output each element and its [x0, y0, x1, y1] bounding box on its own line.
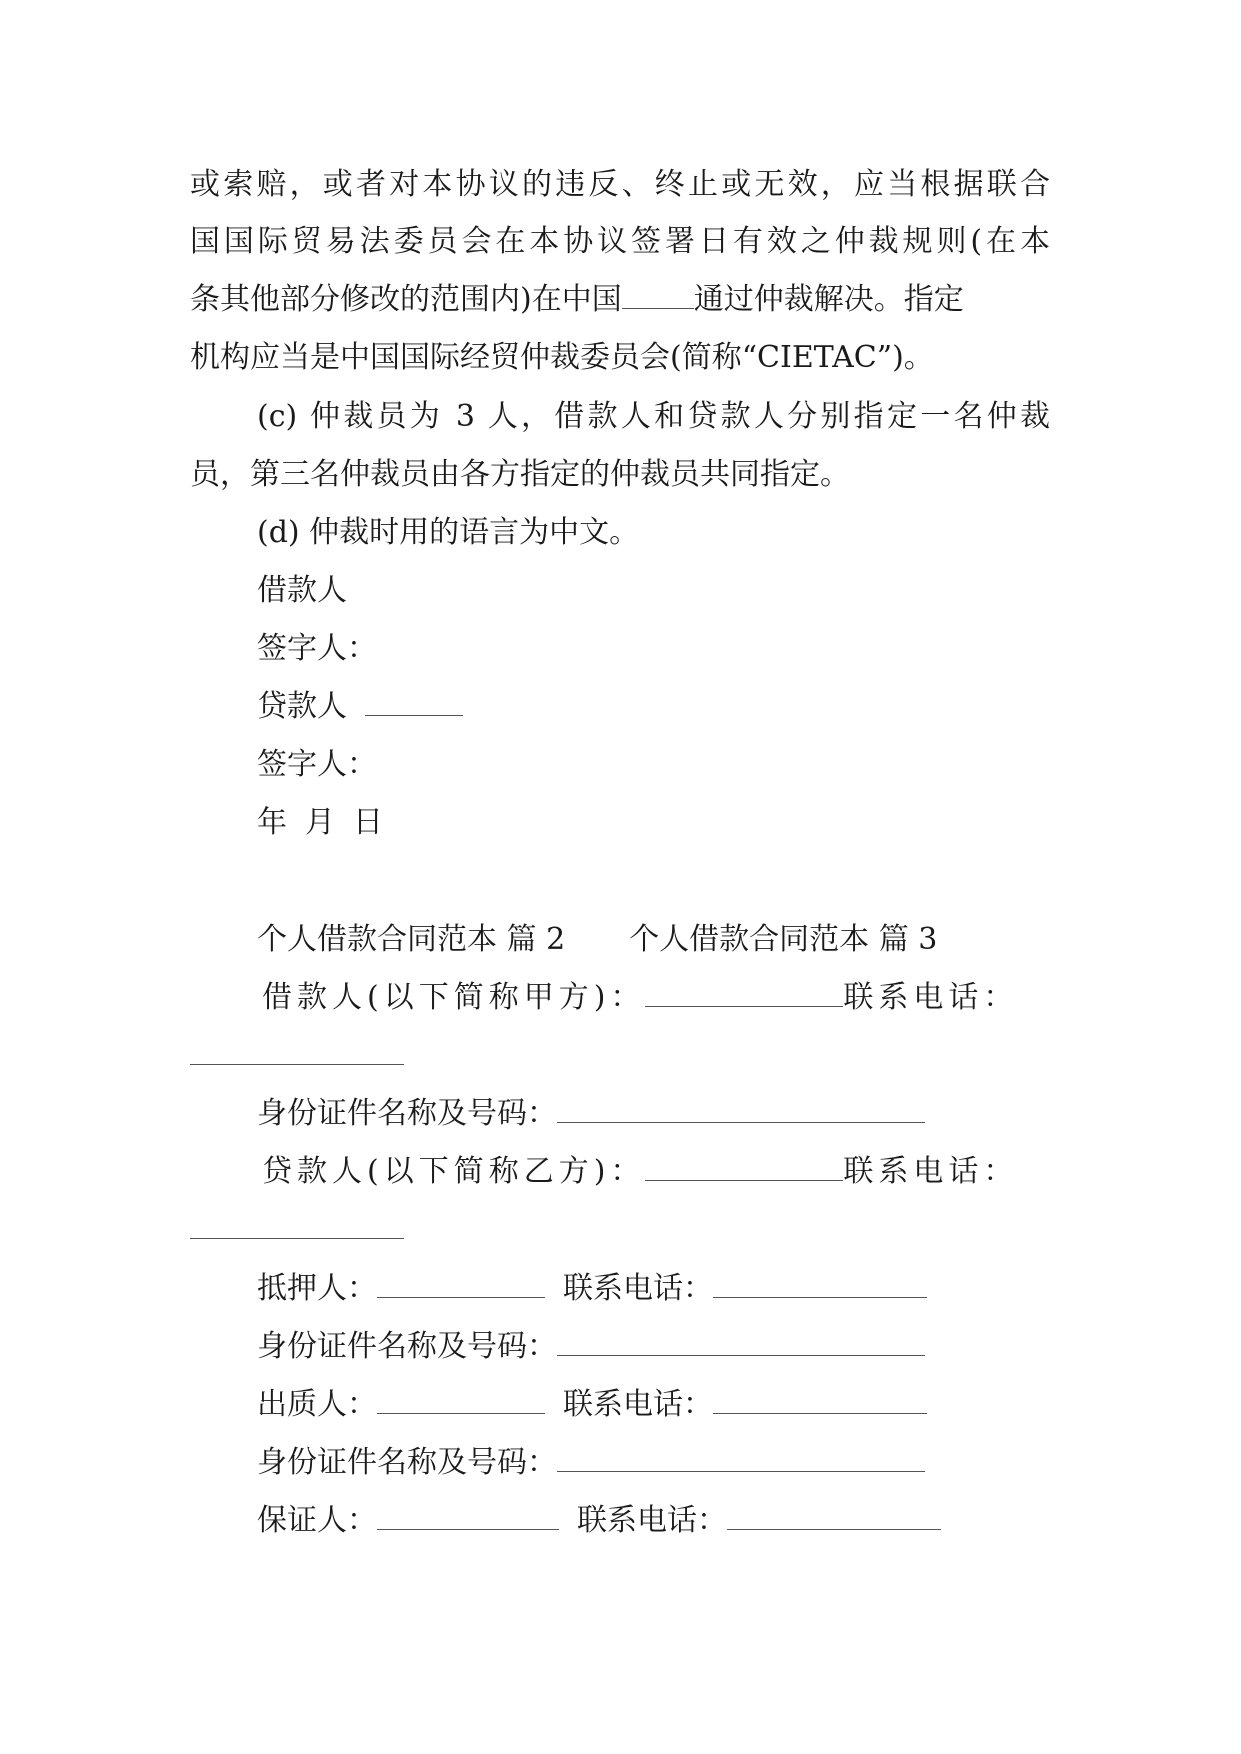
lender-field-line: [262, 1152, 1050, 1192]
clause-d-line: (d) 仲裁时用的语言为中文。: [257, 515, 640, 550]
lender-signer-label: 签字人：: [257, 747, 377, 782]
pledgor-phone-blank: [713, 1387, 927, 1414]
clause-c-line-1: (c) 仲裁员为 3 人，借款人和贷款人分别指定一名仲裁: [257, 399, 1050, 434]
guarantor-name-blank: [377, 1503, 559, 1530]
arbitration-line-3: [190, 280, 1050, 320]
borrower-id-label: 身份证件名称及号码：: [257, 1096, 557, 1131]
pledgor-id-line: [257, 1443, 925, 1483]
lender-phone-label: 联系电话：: [843, 1154, 1019, 1189]
borrower-phone-label: 联系电话：: [843, 980, 1019, 1015]
mortgagor-label: 抵押人：: [257, 1271, 377, 1306]
pledgor-id-blank: [557, 1445, 925, 1472]
guarantor-line: [257, 1501, 941, 1541]
borrower-label: 借款人: [257, 573, 347, 608]
guarantor-label: 保证人：: [257, 1503, 377, 1538]
date-day: 日: [353, 805, 383, 840]
borrower-name-blank: [645, 980, 843, 1007]
mortgagor-name-blank: [377, 1271, 545, 1298]
borrower-field-line: [262, 978, 1050, 1018]
borrower-field-label: 借款人(以下简称甲方)：: [262, 980, 646, 1015]
borrower-id-line: [257, 1094, 925, 1134]
pledgor-name-blank: [377, 1387, 545, 1414]
lender-label: 贷款人: [257, 689, 347, 724]
lender-name-blank: [645, 1154, 843, 1181]
borrower-id-blank: [557, 1096, 925, 1123]
date-year: 年: [257, 805, 287, 840]
lender-blank: [365, 689, 463, 716]
mortgagor-line: [257, 1269, 927, 1309]
clause-c-line-2: 员，第三名仲裁员由各方指定的仲裁员共同指定。: [190, 457, 850, 492]
borrower-signer-label: 签字人：: [257, 631, 377, 666]
section-title-part-2: 个人借款合同范本 篇 2: [257, 922, 566, 957]
pledgor-line: [257, 1385, 927, 1425]
date-line: [257, 803, 383, 843]
mortgagor-id-label: 身份证件名称及号码：: [257, 1329, 557, 1364]
date-month: 月: [305, 805, 335, 840]
mortgagor-phone-label: 联系电话：: [563, 1271, 713, 1306]
mortgagor-phone-blank: [713, 1271, 927, 1298]
lender-phone-blank: [190, 1238, 404, 1239]
lender-field-label: 贷款人(以下简称乙方)：: [262, 1154, 646, 1189]
section-title-line: [257, 920, 937, 960]
arbitration-line-3-part-b: 通过仲裁解决。指定: [693, 282, 964, 317]
guarantor-phone-label: 联系电话：: [577, 1503, 727, 1538]
arbitration-line-3-part-a: 条其他部分修改的范围内)在中国: [190, 282, 622, 317]
pledgor-id-label: 身份证件名称及号码：: [257, 1445, 557, 1480]
section-title-part-3: 个人借款合同范本 篇 3: [629, 922, 938, 957]
borrower-phone-blank: [190, 1064, 404, 1065]
lender-line: [257, 687, 463, 727]
mortgagor-id-line: [257, 1327, 925, 1367]
pledgor-phone-label: 联系电话：: [563, 1387, 713, 1422]
arbitration-line-4: 机构应当是中国国际经贸仲裁委员会(简称“CIETAC”)。: [190, 340, 934, 375]
arbitration-line-2: 国国际贸易法委员会在本协议签署日有效之仲裁规则(在本: [190, 224, 1050, 259]
guarantor-phone-blank: [727, 1503, 941, 1530]
pledgor-label: 出质人：: [257, 1387, 377, 1422]
arbitration-line-1: 或索赔，或者对本协议的违反、终止或无效，应当根据联合: [190, 167, 1050, 202]
place-blank: [622, 282, 694, 309]
mortgagor-id-blank: [557, 1329, 925, 1356]
